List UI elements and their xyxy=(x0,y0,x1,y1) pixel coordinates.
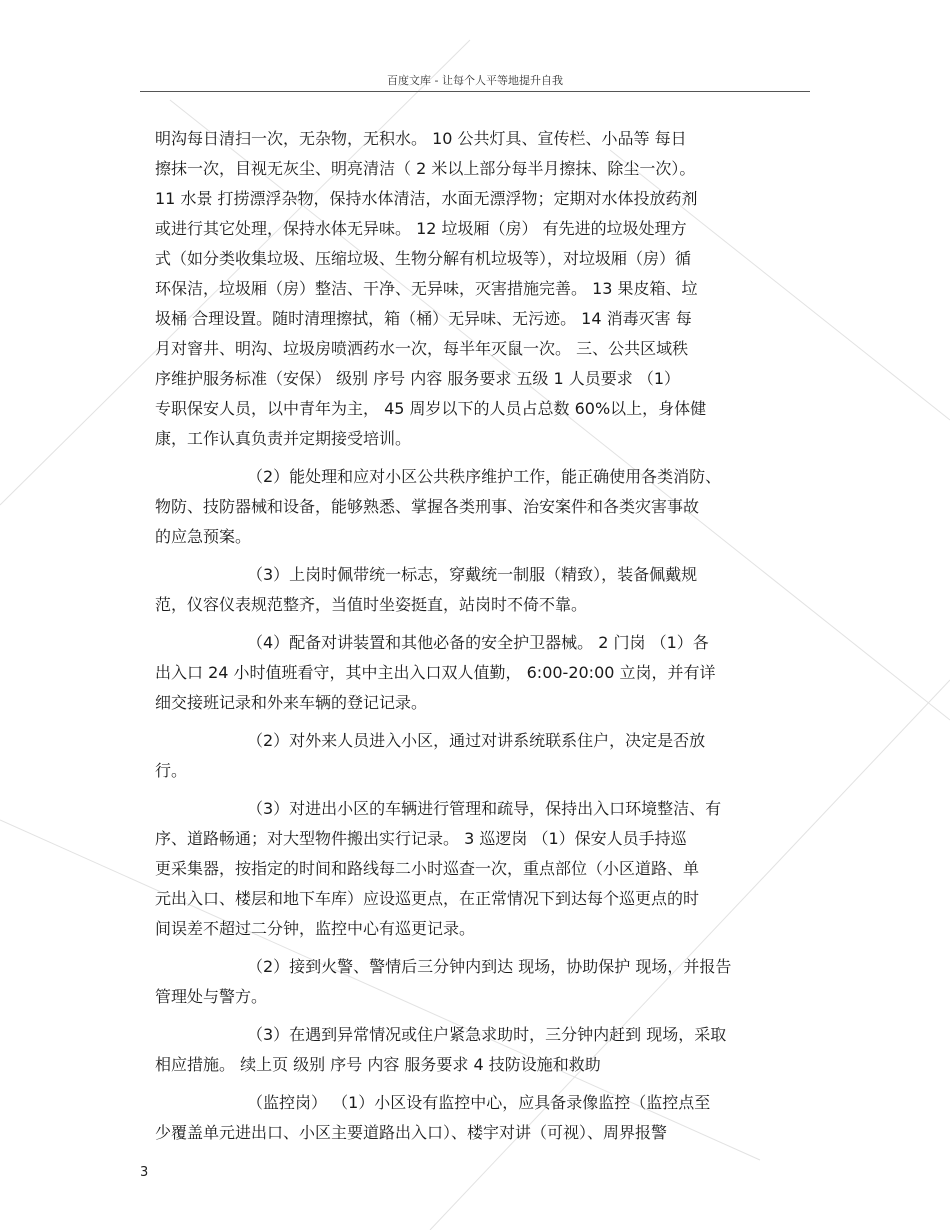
text-line: 出入口 24 小时值班看守，其中主出入口双人值勤， 6:00-20:00 立岗，并有详 xyxy=(155,663,716,682)
text-line: 擦抹一次，目视无灰尘、明亮清洁（ 2 米以上部分每半月擦抹、除尘一次）。 xyxy=(155,159,696,178)
text-line: 元出入口、楼层和地下车库）应设巡更点，在正常情况下到达每个巡更点的时 xyxy=(155,889,700,908)
text-line: 更采集器，按指定的时间和路线每二小时巡查一次，重点部位（小区道路、单 xyxy=(155,859,700,878)
text-line: 式（如分类收集垃圾、压缩垃圾、生物分解有机垃圾等），对垃圾厢（房）循 xyxy=(155,249,692,268)
page-header: 百度文库 - 让每个人平等地提升自我 xyxy=(387,74,563,87)
text-line: 范，仪容仪表规范整齐，当值时坐姿挺直，站岗时不倚不靠。 xyxy=(155,595,588,614)
text-line: 间误差不超过二分钟，监控中心有巡更记录。 xyxy=(155,919,476,938)
page-number: 3 xyxy=(140,1165,149,1180)
text-line: （4）配备对讲装置和其他必备的安全护卫器械。 2 门岗 （1）各 xyxy=(247,633,709,652)
text-line: 行。 xyxy=(155,761,188,780)
text-line: 序维护服务标准（安保） 级别 序号 内容 服务要求 五级 1 人员要求 （1） xyxy=(155,369,681,388)
text-line: （3）在遇到异常情况或住户紧急求助时，三分钟内赶到 现场，采取 xyxy=(247,1025,727,1044)
text-line: 月对窨井、明沟、垃圾房喷洒药水一次，每半年灭鼠一次。 三、公共区域秩 xyxy=(155,339,689,358)
text-line: 细交接班记录和外来车辆的登记记录。 xyxy=(155,693,428,712)
text-line: 专职保安人员，以中青年为主， 45 周岁以下的人员占总数 60%以上，身体健 xyxy=(155,399,707,418)
text-line: 或进行其它处理，保持水体无异味。 12 垃圾厢（房） 有先进的垃圾处理方 xyxy=(155,219,687,238)
header-divider xyxy=(140,91,810,92)
text-line: （2）对外来人员进入小区，通过对讲系统联系住户，决定是否放 xyxy=(247,731,706,750)
text-line: 圾桶 合理设置。随时清理擦拭，箱（桶）无异味、无污迹。 14 消毒灭害 每 xyxy=(155,309,692,328)
text-line: 管理处与警方。 xyxy=(155,987,268,1006)
text-line: （2）能处理和应对小区公共秩序维护工作，能正确使用各类消防、 xyxy=(247,467,722,486)
text-line: 康，工作认真负责并定期接受培训。 xyxy=(155,429,412,448)
text-line: 的应急预案。 xyxy=(155,527,252,546)
document-body xyxy=(155,124,795,1148)
text-line: （3）上岗时佩带统一标志，穿戴统一制服（精致），装备佩戴规 xyxy=(247,565,698,584)
text-line: 环保洁，垃圾厢（房）整洁、干净、无异味，灭害措施完善。 13 果皮箱、垃 xyxy=(155,279,698,298)
text-line: （2）接到火警、警情后三分钟内到达 现场，协助保护 现场，并报告 xyxy=(247,957,732,976)
text-line: 明沟每日清扫一次，无杂物，无积水。 10 公共灯具、宣传栏、小品等 每日 xyxy=(155,129,687,148)
text-line: （监控岗） （1）小区设有监控中心，应具备录像监控（监控点至 xyxy=(247,1093,711,1112)
text-line: 相应措施。 续上页 级别 序号 内容 服务要求 4 技防设施和救助 xyxy=(155,1055,601,1074)
text-line: 11 水景 打捞漂浮杂物，保持水体清洁，水面无漂浮物；定期对水体投放药剂 xyxy=(155,189,698,208)
text-line: 物防、技防器械和设备，能够熟悉、掌握各类刑事、治安案件和各类灾害事故 xyxy=(155,497,700,516)
text-line: （3）对进出小区的车辆进行管理和疏导，保持出入口环境整洁、有 xyxy=(247,799,722,818)
text-line: 少覆盖单元进出口、小区主要道路出入口）、楼宇对讲（可视）、周界报警 xyxy=(155,1123,668,1142)
text-line: 序、道路畅通；对大型物件搬出实行记录。 3 巡逻岗 （1）保安人员手持巡 xyxy=(155,829,687,848)
